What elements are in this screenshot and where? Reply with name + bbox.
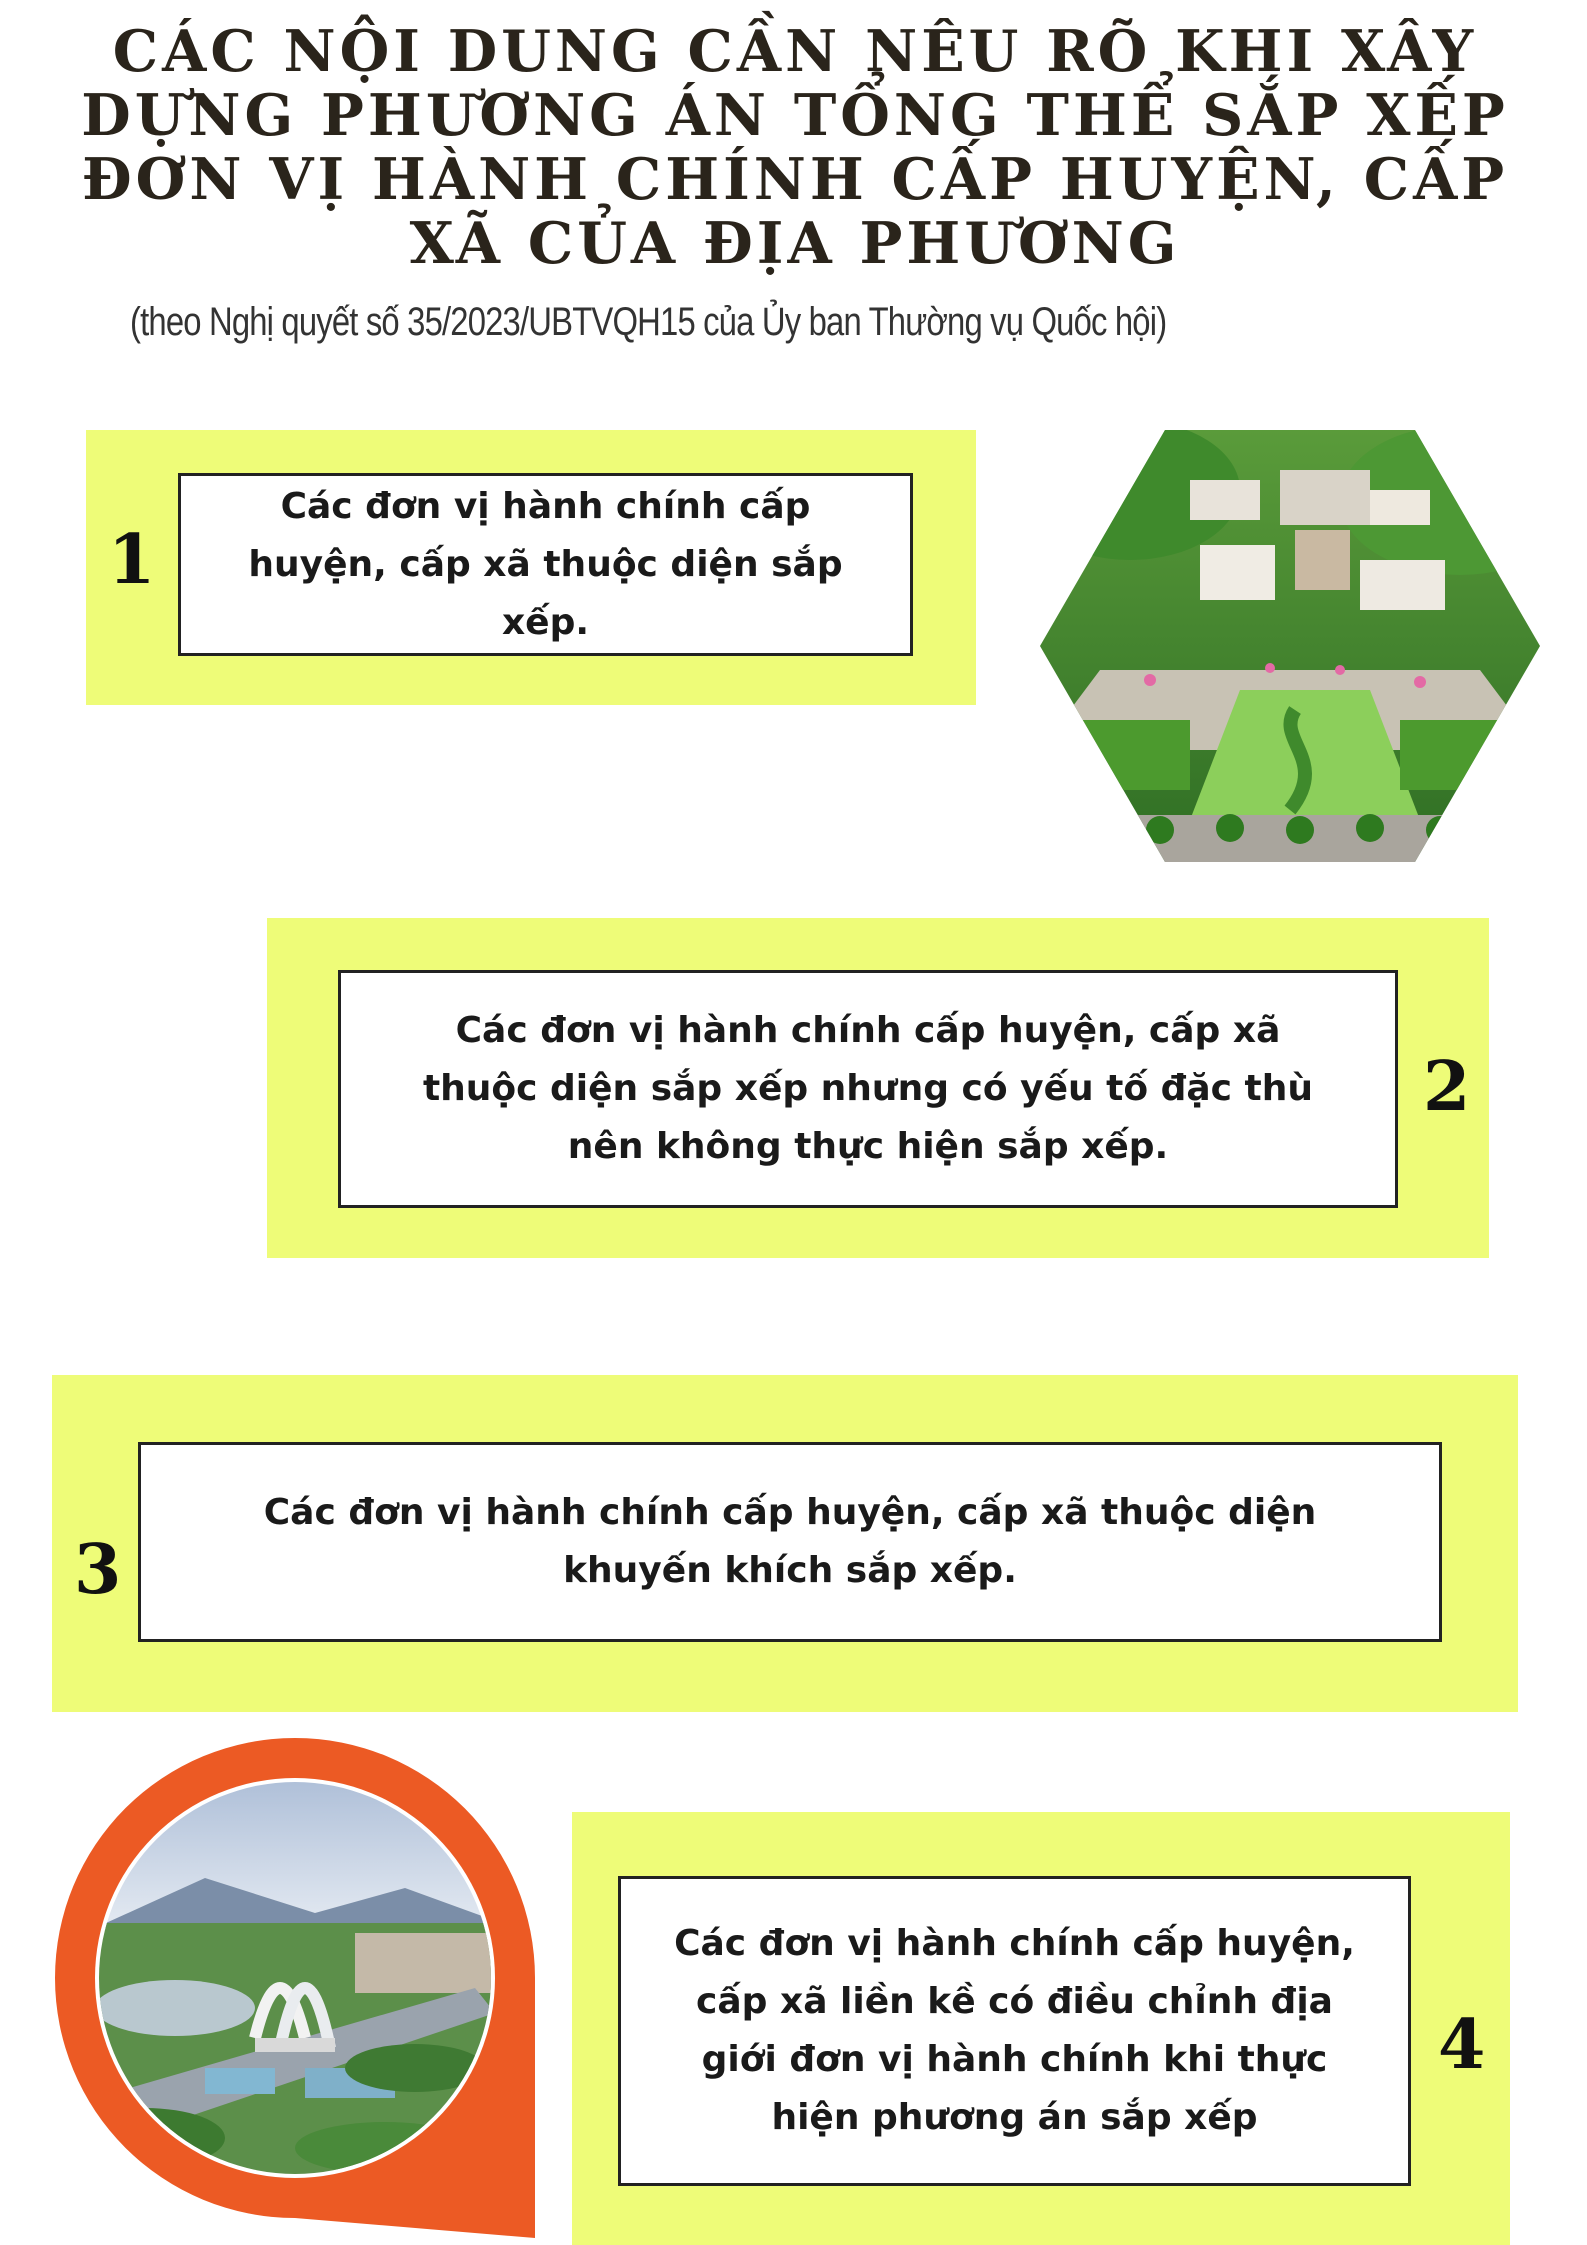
item-3-number: 3 (74, 1530, 122, 1610)
item-3-box (138, 1442, 1442, 1642)
town-square-photo (1040, 430, 1540, 862)
page-subtitle: (theo Nghị quyết số 35/2023/UBTVQH15 của Ủy ban Thường vụ Quốc hội) (130, 300, 1167, 344)
item-1-number: 1 (108, 520, 156, 600)
item-2-number: 2 (1423, 1047, 1471, 1127)
item-1-box (178, 473, 913, 656)
city-gate-photo (55, 1738, 535, 2238)
item-3-text: Các đơn vị hành chính cấp huyện, cấp xã thuộc diện khuyến khích sắp xếp. (263, 1492, 1317, 1591)
item-1-text: Các đơn vị hành chính cấp huyện, cấp xã thuộc diện sắp xếp. (248, 485, 843, 643)
item-4-number: 4 (1438, 2005, 1486, 2085)
item-4-box (618, 1876, 1411, 2186)
item-2-text: Các đơn vị hành chính cấp huyện, cấp xã thuộc diện sắp xếp nhưng có yếu tố đặc thù nên không thực hiện sắp xếp. (422, 1010, 1314, 1167)
item-2-box (338, 970, 1398, 1208)
item-4-text: Các đơn vị hành chính cấp huyện, cấp xã liền kề có điều chỉnh địa giới đơn vị hành chính khi thực hiện phương án sắp xếp (674, 1923, 1355, 2138)
page-title: CÁC NỘI DUNG CẦN NÊU RÕ KHI XÂY DỰNG PHƯƠNG ÁN TỔNG THỂ SẮP XẾP ĐƠN VỊ HÀNH CHÍNH CẤP HUYỆN, CẤP XÃ CỦA ĐỊA PHƯƠNG (81, 18, 1509, 277)
